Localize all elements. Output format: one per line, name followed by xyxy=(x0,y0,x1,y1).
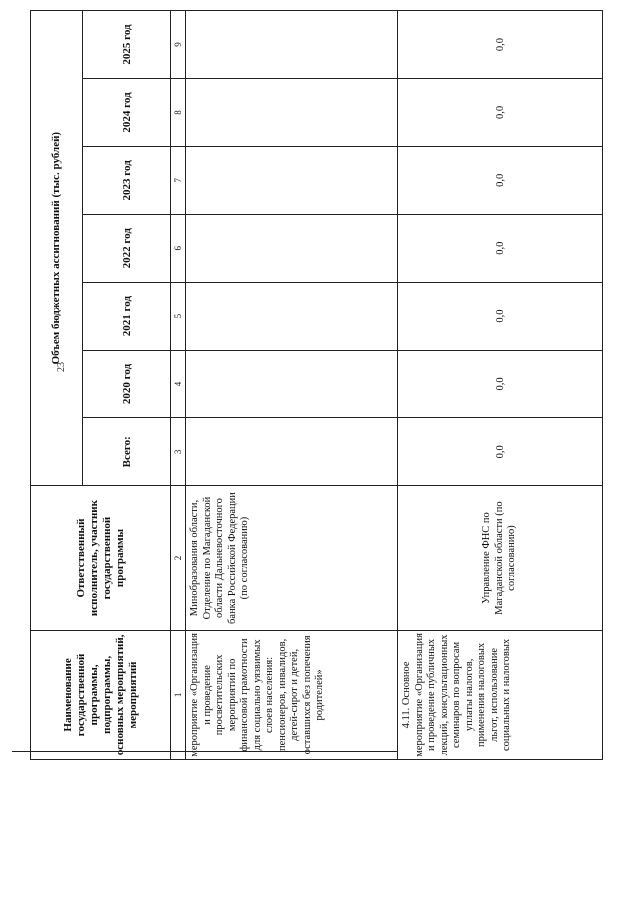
row-value xyxy=(186,282,398,350)
column-number: 1 xyxy=(171,630,186,759)
row-value xyxy=(186,214,398,282)
header-year: 2020 год xyxy=(83,350,171,418)
column-number: 2 xyxy=(171,486,186,631)
header-year: 2024 год xyxy=(83,79,171,147)
column-number: 4 xyxy=(171,350,186,418)
row-value xyxy=(186,79,398,147)
rotated-table-container xyxy=(30,10,605,760)
row-executor: Управление ФНС по Магаданской области (по согласованию) xyxy=(398,486,603,631)
header-year: 2021 год xyxy=(83,282,171,350)
row-value: 0,0 xyxy=(398,282,603,350)
row-value: 0,0 xyxy=(398,11,603,79)
row-value xyxy=(186,146,398,214)
column-number: 5 xyxy=(171,282,186,350)
row-value: 0,0 xyxy=(398,418,603,486)
row-value: 0,0 xyxy=(398,214,603,282)
header-year: 2023 год xyxy=(83,146,171,214)
row-value xyxy=(186,418,398,486)
column-number: 8 xyxy=(171,79,186,147)
footnote-rule xyxy=(12,751,398,752)
row-name: мероприятие «Организация и проведение просветительских мероприятий по финансовой грамотности для социально уязвимых слоев населения: пенсионеров, инвалидов, детей-сирот и детей, оставшихся без попечения родителей» xyxy=(186,630,398,759)
header-budget: Объем бюджетных ассигнований (тыс. рублей) xyxy=(31,11,83,486)
row-value xyxy=(186,11,398,79)
column-number: 6 xyxy=(171,214,186,282)
header-year: 2025 год xyxy=(83,11,171,79)
row-name: 4.11. Основное мероприятие «Организация и проведение публичных лекций, консультационных семинаров по вопросам уплаты налогов, применения налоговых льгот, использование социальных и налоговых xyxy=(398,630,603,759)
column-number: 3 xyxy=(171,418,186,486)
header-total: Всего: xyxy=(83,418,171,486)
row-value xyxy=(186,350,398,418)
header-executor: Ответственный исполнитель, участник государственной программы xyxy=(31,486,171,631)
page-number: 23 xyxy=(56,362,67,372)
budget-table xyxy=(30,10,603,760)
row-value: 0,0 xyxy=(398,79,603,147)
table-row xyxy=(398,11,603,760)
table-row xyxy=(186,11,398,760)
row-value: 0,0 xyxy=(398,146,603,214)
header-year: 2022 год xyxy=(83,214,171,282)
header-name: Наименование государственной программы, подпрограммы, основных мероприятий, мероприятий xyxy=(31,630,171,759)
row-value: 0,0 xyxy=(398,350,603,418)
column-number: 9 xyxy=(171,11,186,79)
column-number: 7 xyxy=(171,146,186,214)
row-executor: Минобразования области, Отделение по Магаданской области Дальневосточного банка Российской Федерации (по согласованию) xyxy=(186,486,398,631)
